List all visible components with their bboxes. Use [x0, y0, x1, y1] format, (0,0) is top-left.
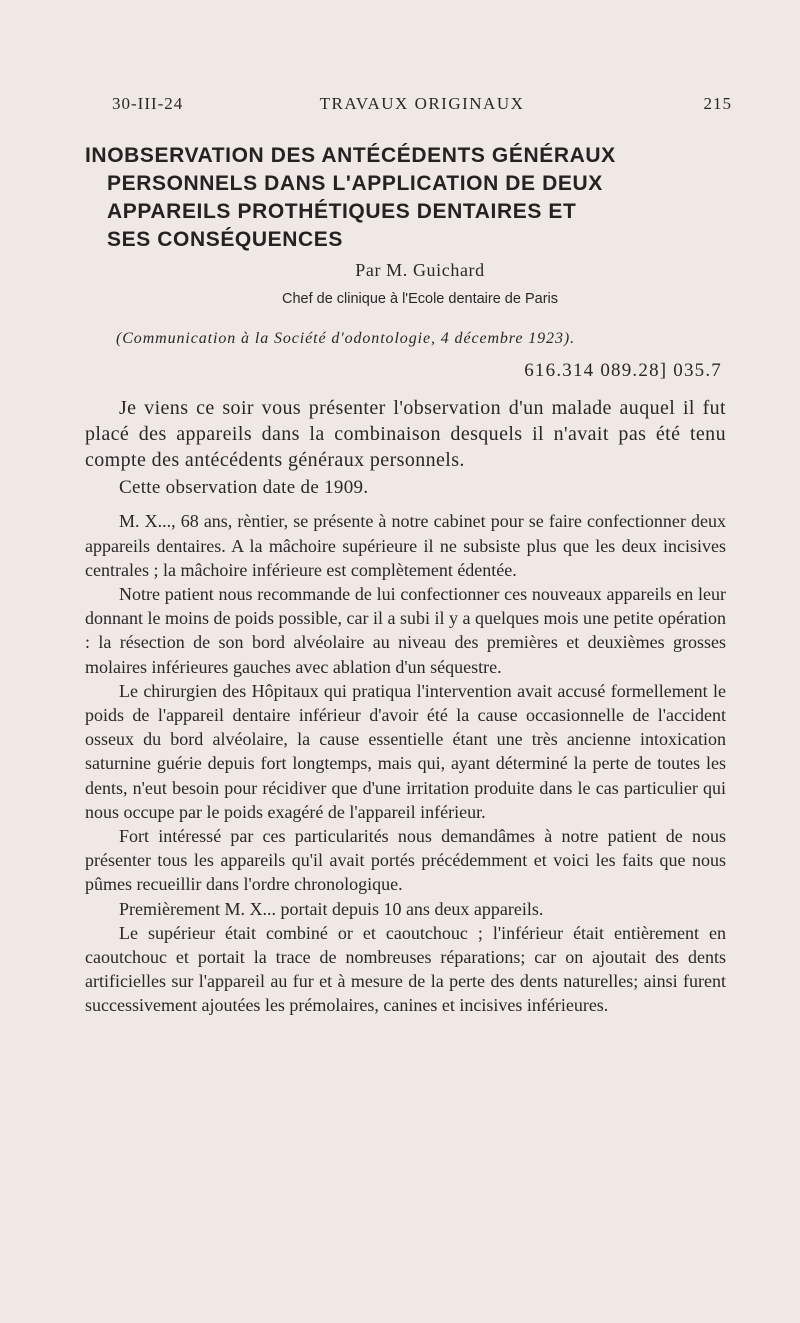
title-line: PERSONNELS DANS L'APPLICATION DE DEUX	[107, 172, 603, 195]
paragraph: Notre patient nous recommande de lui confectionner ces nouveaux appareils en leur donnant le moins de poids possible, car il a subi il y a quelques mois une petite opération : la résection de son bord alvéolaire au niveau des premières et deuxièmes grosses molaires inférieures gauches avec ablation d'un séquestre.	[85, 584, 726, 677]
running-head	[112, 94, 732, 120]
paragraph: Cette observation date de 1909.	[119, 477, 369, 499]
paragraph: Fort intéressé par ces particularités nous demandâmes à notre patient de nous présenter tous les appareils qu'il avait portés précédemment et voici les faits que nous pûmes recueillir dans l'ordre chronologique.	[85, 826, 726, 895]
paragraph: Je viens ce soir vous présenter l'observation d'un malade auquel il fut placé des appareils dans la combinaison desquels il n'avait pas été tenu compte des antécédents généraux personnels.	[85, 397, 726, 471]
title-line: SES CONSÉQUENCES	[107, 228, 343, 251]
section-title: TRAVAUX ORIGINAUX	[319, 94, 525, 113]
issue-date: 30-III-24	[112, 94, 184, 113]
paragraph: Le supérieur était combiné or et caoutchouc ; l'inférieur était entièrement en caoutchouc et portait la trace de nombreuses réparations; car on ajoutait des dents artificielles sur l'appareil au fur et à mesure de la perte des dents naturelles; ainsi furent successivement ajoutées les prémolaires, canines et incisives inférieures.	[85, 922, 726, 1016]
paragraph: Le chirurgien des Hôpitaux qui pratiqua l'intervention avait accusé formellement le poids de l'appareil dentaire inférieur d'avoir été la cause occasionnelle de l'accident osseux du bord alvéolaire, la cause essentielle étant une très ancienne intoxication saturnine guérie depuis fort longtemps, mais qui, ayant déterminé la perte de toutes les dents, n'eut besoin pour récidiver que d'une irritation produite dans le cas particulier qui nous occupe par le poids exagéré de l'appareil inférieur.	[85, 680, 726, 822]
classification-code: 616.314 089.28] 035.7	[524, 360, 722, 381]
communication-note: (Communication à la Société d'odontologie, 4 décembre 1923).	[116, 330, 575, 347]
page-number: 215	[703, 94, 732, 113]
paragraph: Premièrement M. X... portait depuis 10 ans deux appareils.	[119, 898, 544, 919]
title-line: INOBSERVATION DES ANTÉCÉDENTS GÉNÉRAUX	[85, 144, 616, 167]
article-title	[85, 142, 735, 254]
author-affiliation: Chef de clinique à l'Ecole dentaire de Paris	[281, 291, 559, 307]
title-line: APPAREILS PROTHÉTIQUES DENTAIRES ET	[107, 200, 577, 223]
author-byline: Par M. Guichard	[355, 260, 485, 280]
paragraph: M. X..., 68 ans, rèntier, se présente à notre cabinet pour se faire confectionner deux appareils dentaires. A la mâchoire supérieure il ne subsiste plus que les deux incisives centrales ; la mâchoire inférieure est complètement édentée.	[85, 511, 726, 580]
article-body	[85, 396, 726, 1018]
